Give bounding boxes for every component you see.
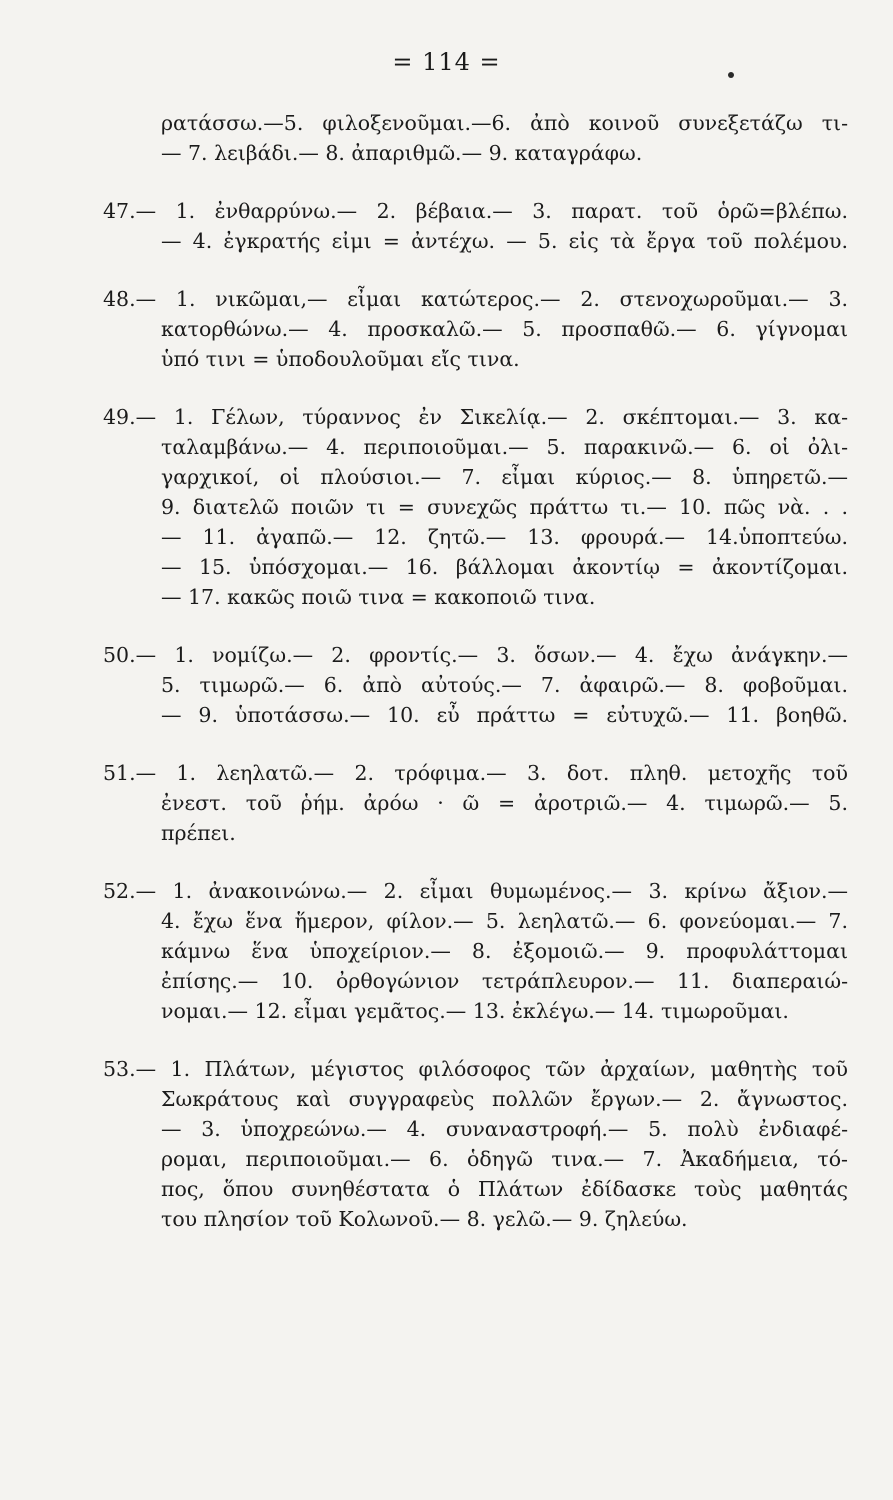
text-line: ἐνεστ. τοῦ ῥήμ. ἀρόω · ῶ = ἀροτριῶ.— 4. τιμωρῶ.— 5. [161, 791, 848, 815]
ink-speck [728, 72, 734, 78]
text-line: ἐπίσης.— 10. ὀρθογώνιον τετράπλευρον.— 11. διαπεραιώ- [161, 969, 848, 993]
paragraph-gap [103, 374, 848, 402]
text-line: ὑπό τινι = ὑποδουλοῦμαι εἴς τινα. [161, 347, 520, 371]
entry-first-line: 51.— 1. λεηλατῶ.— 2. τρόφιμα.— 3. δοτ. πληθ. μετοχῆς τοῦ [103, 761, 848, 785]
page-number: = 114 = [392, 48, 501, 76]
paragraph-gap [103, 256, 848, 284]
text-line: — 3. ὑποχρεώνω.— 4. συναναστροφή.— 5. πολὺ ἐνδιαφέ- [161, 1117, 848, 1141]
text-line: — 7. λειβάδι.— 8. ἀπαριθμῶ.— 9. καταγράφω. [161, 141, 643, 165]
entry-first-line: 50.— 1. νομίζω.— 2. φροντίς.— 3. ὅσων.— 4. ἔχω ἀνάγκην.— [103, 643, 848, 667]
text-line: νομαι.— 12. εἶμαι γεμᾶτος.— 13. ἐκλέγω.— 14. τιμωροῦμαι. [161, 999, 789, 1023]
entry-first-line: 49.— 1. Γέλων, τύραννος ἐν Σικελίᾳ.— 2. σκέπτομαι.— 3. κα- [103, 405, 848, 429]
entry-first-line: 52.— 1. ἀνακοινώνω.— 2. εἶμαι θυμωμένος.— 3. κρίνω ἄξιον.— [103, 879, 848, 903]
paragraph-gap [103, 1026, 848, 1054]
paragraph-gap [103, 612, 848, 640]
entry-first-line: 53.— 1. Πλάτων, μέγιστος φιλόσοφος τῶν ἀρχαίων, μαθητὴς τοῦ [103, 1057, 848, 1081]
text-line: 5. τιμωρῶ.— 6. ἀπὸ αὐτούς.— 7. ἀφαιρῶ.— 8. φοβοῦμαι. [161, 673, 848, 697]
text-line: κάμνω ἕνα ὑποχείριον.— 8. ἐξομοιῶ.— 9. προφυλάττομαι [161, 939, 848, 963]
text-line: Σωκράτους καὶ συγγραφεὺς πολλῶν ἔργων.— 2. ἄγνωστος. [161, 1087, 848, 1111]
entry-first-line: 48.— 1. νικῶμαι,— εἶμαι κατώτερος.— 2. στενοχωροῦμαι.— 3. [103, 287, 848, 311]
text-line: — 4. ἐγκρατής εἰμι = ἀντέχω. — 5. εἰς τὰ ἔργα τοῦ πολέμου. [161, 229, 848, 253]
text-line: — 11. ἀγαπῶ.— 12. ζητῶ.— 13. φρουρά.— 14.ὑποπτεύω. [161, 525, 848, 549]
text-line: ταλαμβάνω.— 4. περιποιοῦμαι.— 5. παρακινῶ.— 6. οἱ ὀλι- [161, 435, 848, 459]
text-line: του πλησίον τοῦ Κολωνοῦ.— 8. γελῶ.— 9. ζηλεύω. [161, 1207, 688, 1231]
text-line: πρέπει. [161, 821, 236, 845]
text-line: — 15. ὑπόσχομαι.— 16. βάλλομαι ἀκοντίῳ = ἀκοντίζομαι. [161, 555, 848, 579]
text-line: — 9. ὑποτάσσω.— 10. εὖ πράττω = εὐτυχῶ.— 11. βοηθῶ. [161, 703, 848, 727]
paragraph-gap [103, 168, 848, 196]
text-line: 4. ἔχω ἕνα ἥμερον, φίλον.— 5. λεηλατῶ.— 6. φονεύομαι.— 7. [161, 909, 848, 933]
text-line: κατορθώνω.— 4. προσκαλῶ.— 5. προσπαθῶ.— 6. γίγνομαι [161, 317, 848, 341]
text-line: ρατάσσω.—5. φιλοξενοῦμαι.—6. ἀπὸ κοινοῦ συνεξετάζω τι- [161, 111, 848, 135]
vocabulary-notes [103, 108, 848, 1234]
entry-first-line: 47.— 1. ἐνθαρρύνω.— 2. βέβαια.— 3. παρατ. τοῦ ὁρῶ=βλέπω. [103, 199, 848, 223]
paragraph-gap [103, 848, 848, 876]
text-line: πος, ὅπου συνηθέστατα ὁ Πλάτων ἐδίδασκε τοὺς μαθητάς [161, 1177, 848, 1201]
paragraph-gap [103, 730, 848, 758]
text-line: 9. διατελῶ ποιῶν τι = συνεχῶς πράττω τι.— 10. πῶς νὰ. . . [161, 495, 848, 519]
text-line: γαρχικοί, οἱ πλούσιοι.— 7. εἶμαι κύριος.— 8. ὑπηρετῶ.— [161, 465, 848, 489]
text-line: ρομαι, περιποιοῦμαι.— 6. ὁδηγῶ τινα.— 7. Ἀκαδήμεια, τό- [161, 1147, 848, 1171]
text-line: — 17. κακῶς ποιῶ τινα = κακοποιῶ τινα. [161, 585, 596, 609]
